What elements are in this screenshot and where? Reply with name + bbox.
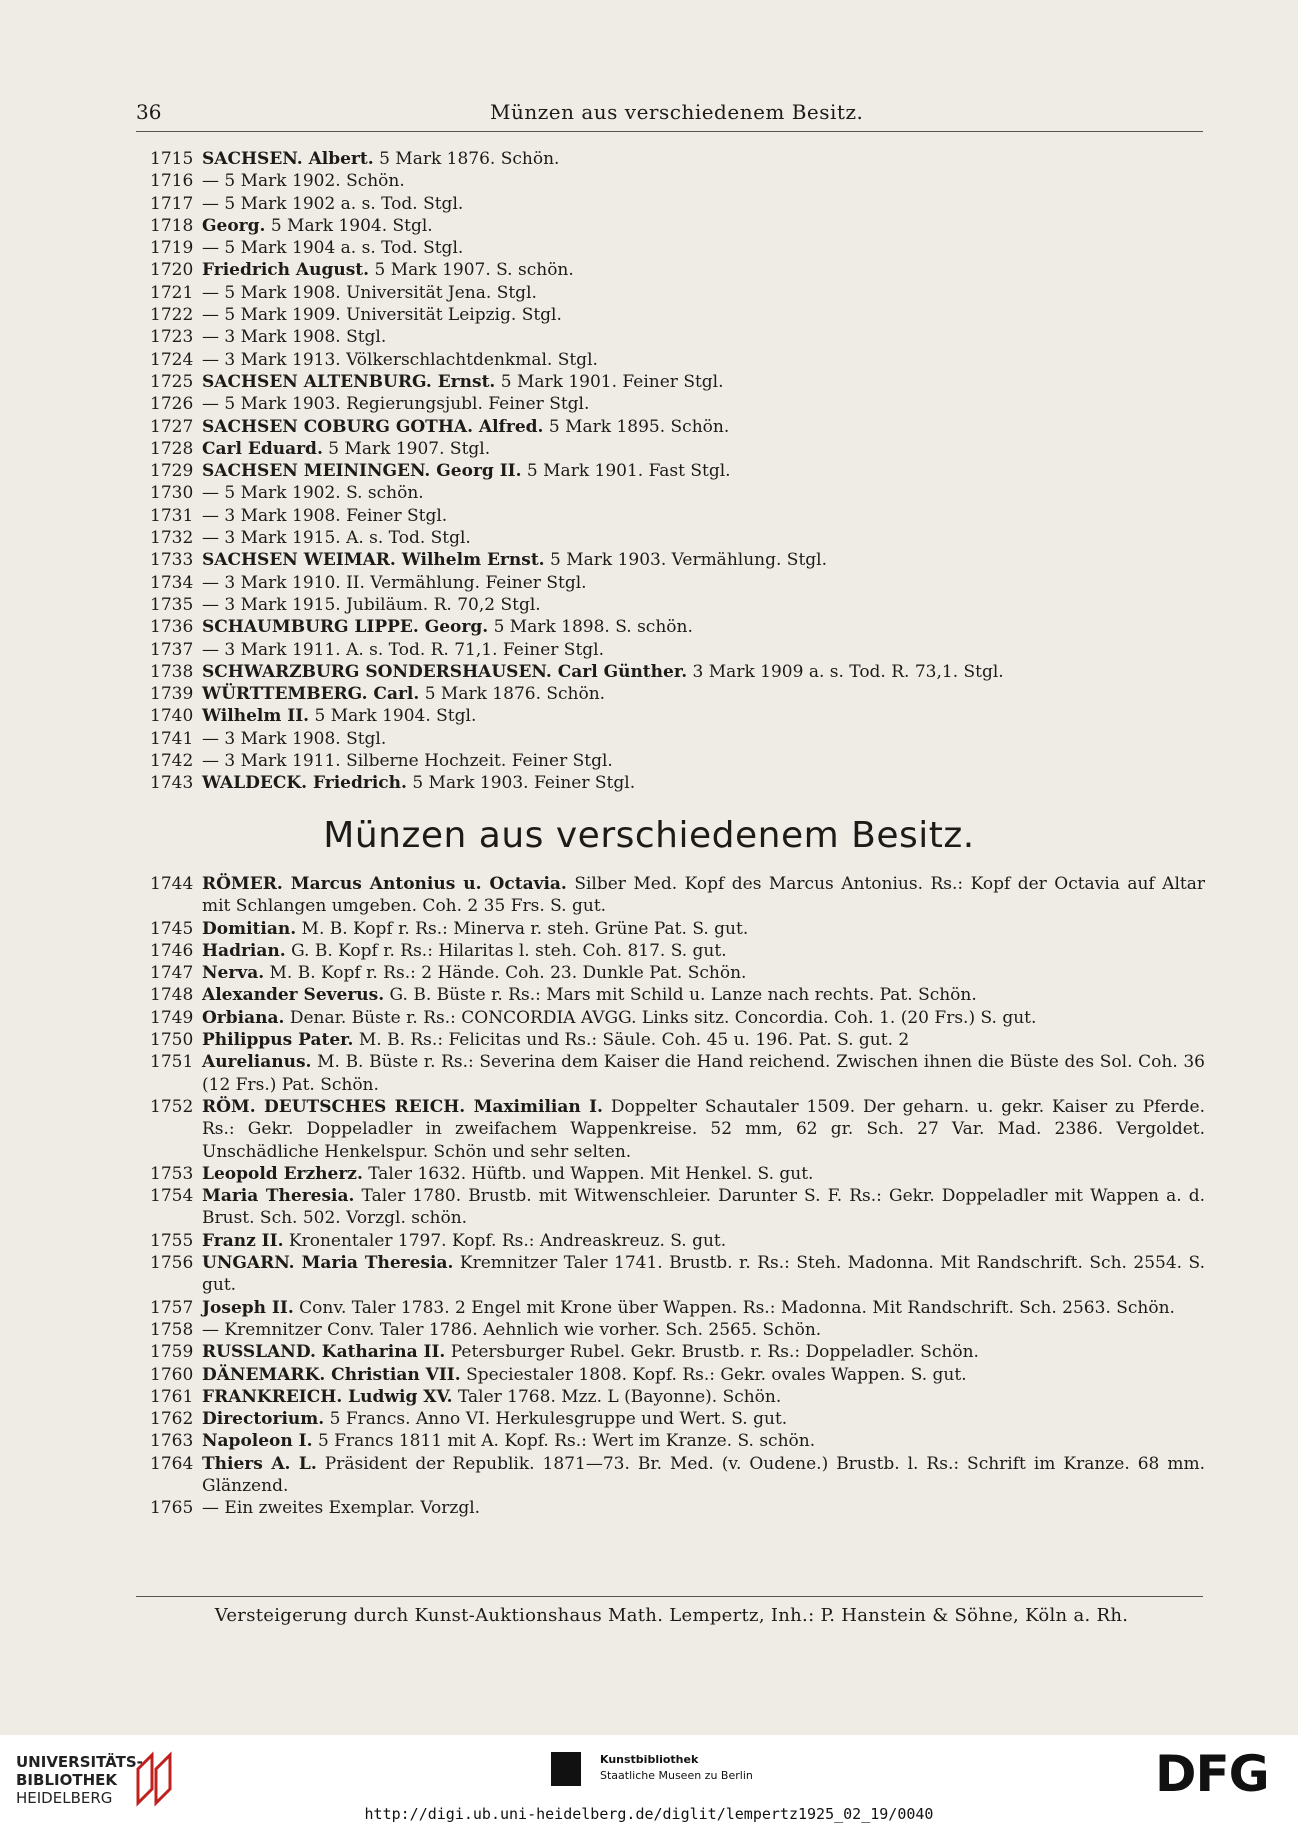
- lot-description: [202, 1408, 1205, 1430]
- lot-detail: Taler 1632. Hüftb. und Wappen. Mit Henkel. S. gut.: [362, 1163, 814, 1184]
- lot-description: [202, 1386, 1205, 1408]
- lot-description: [202, 962, 1205, 984]
- lot-list-bottom: [150, 873, 1205, 1520]
- lot-number: 1745: [150, 918, 194, 939]
- lot-detail: — 5 Mark 1902 a. s. Tod. Stgl.: [202, 193, 464, 214]
- lot-heading: SACHSEN WEIMAR. Wilhelm Ernst.: [202, 550, 545, 571]
- lot-detail: — 3 Mark 1915. Jubiläum. R. 70,2 Stgl.: [202, 594, 541, 615]
- lot-number: 1718: [150, 215, 194, 236]
- lot-detail: — 5 Mark 1902. S. schön.: [202, 483, 424, 504]
- lot-entry: [150, 393, 1205, 415]
- lot-number: 1719: [150, 238, 194, 259]
- lot-number: 1722: [150, 305, 194, 326]
- lot-description: [202, 1029, 1205, 1051]
- lot-description: [202, 1497, 1205, 1519]
- lot-heading: Friedrich August.: [202, 260, 370, 281]
- lot-description: [202, 393, 1205, 415]
- lot-description: [202, 750, 1205, 772]
- lot-number: 1765: [150, 1498, 194, 1519]
- lot-heading: Philippus Pater.: [202, 1030, 354, 1051]
- lot-detail: — 3 Mark 1911. A. s. Tod. R. 71,1. Feiner Stgl.: [202, 639, 604, 660]
- lot-number: 1734: [150, 572, 194, 593]
- lot-number: 1726: [150, 394, 194, 415]
- lot-detail: — 5 Mark 1909. Universität Leipzig. Stgl.: [202, 305, 562, 326]
- lot-entry: [150, 282, 1205, 304]
- lot-detail: G. B. Büste r. Rs.: Mars mit Schild u. Lanze nach rechts. Pat. Schön.: [384, 985, 977, 1006]
- lot-description: [202, 304, 1205, 326]
- lot-number: 1716: [150, 171, 194, 192]
- lot-entry: [150, 1453, 1205, 1498]
- lot-detail: 5 Francs 1811 mit A. Kopf. Rs.: Wert im Kranze. S. schön.: [312, 1431, 816, 1452]
- lot-heading: SACHSEN COBURG GOTHA. Alfred.: [202, 416, 544, 437]
- lot-entry: [150, 460, 1205, 482]
- lot-detail: — 5 Mark 1903. Regierungsjubl. Feiner Stgl.: [202, 394, 590, 415]
- lot-detail: G. B. Kopf r. Rs.: Hilaritas l. steh. Coh. 817. S. gut.: [285, 940, 727, 961]
- lot-entry: [150, 549, 1205, 571]
- lot-description: [202, 1007, 1205, 1029]
- kunstbibliothek-text: [600, 1752, 753, 1784]
- lot-heading: RÖM. DEUTSCHES REICH. Maximilian I.: [202, 1096, 603, 1117]
- lot-description: [202, 527, 1205, 549]
- lot-number: 1749: [150, 1007, 194, 1028]
- lot-heading: Wilhelm II.: [202, 706, 310, 727]
- lot-description: [202, 1430, 1205, 1452]
- lot-description: [202, 1297, 1205, 1319]
- lot-number: 1720: [150, 260, 194, 281]
- lot-entry: [150, 572, 1205, 594]
- heidelberg-logo-icon: [130, 1745, 180, 1809]
- lot-number: 1738: [150, 661, 194, 682]
- kb-line-1: Kunstbibliothek: [600, 1753, 699, 1766]
- lot-description: [202, 460, 1205, 482]
- lot-heading: WÜRTTEMBERG. Carl.: [202, 684, 420, 705]
- lot-description: [202, 1252, 1205, 1297]
- lot-description: [202, 1230, 1205, 1252]
- lot-heading: SCHAUMBURG LIPPE. Georg.: [202, 617, 489, 638]
- lot-entry: [150, 1430, 1205, 1452]
- lot-detail: 5 Mark 1907. Stgl.: [322, 438, 491, 459]
- lot-detail: 5 Mark 1901. Feiner Stgl.: [495, 371, 724, 392]
- lot-detail: — 3 Mark 1911. Silberne Hochzeit. Feiner Stgl.: [202, 751, 613, 772]
- lot-heading: Franz II.: [202, 1230, 284, 1251]
- lot-entry: [150, 1230, 1205, 1252]
- lot-entry: [150, 349, 1205, 371]
- lot-heading: Thiers A. L.: [202, 1453, 317, 1474]
- lot-entry: [150, 728, 1205, 750]
- lot-detail: 5 Mark 1904. Stgl.: [309, 706, 477, 727]
- lot-detail: — 3 Mark 1913. Völkerschlachtdenkmal. Stgl.: [202, 349, 598, 370]
- lot-detail: — Ein zweites Exemplar. Vorzgl.: [202, 1498, 481, 1519]
- auction-house-footer: Versteigerung durch Kunst-Auktionshaus Math. Lempertz, Inh.: P. Hanstein & Söhne, Köln a. Rh.: [214, 1605, 1129, 1626]
- lot-entry: [150, 1163, 1205, 1185]
- lot-number: 1744: [150, 874, 194, 894]
- lot-heading: SACHSEN MEININGEN. Georg II.: [202, 461, 522, 482]
- lot-entry: [150, 170, 1205, 192]
- kunstbibliothek-logo-icon: [551, 1752, 581, 1786]
- lot-entry: [150, 594, 1205, 616]
- lot-number: 1758: [150, 1319, 194, 1340]
- lot-description: [202, 1453, 1205, 1498]
- lot-number: 1751: [150, 1052, 194, 1073]
- source-url[interactable]: http://digi.ub.uni-heidelberg.de/diglit/lempertz1925_02_19/0040: [364, 1805, 934, 1823]
- lot-heading: Aurelianus.: [202, 1052, 312, 1073]
- lot-entry: [150, 873, 1205, 918]
- lot-detail: — Kremnitzer Conv. Taler 1786. Aehnlich wie vorher. Sch. 2565. Schön.: [202, 1319, 822, 1340]
- lot-detail: 3 Mark 1909 a. s. Tod. R. 73,1. Stgl.: [687, 661, 1004, 682]
- header-rule: [136, 131, 1203, 132]
- lot-number: 1760: [150, 1364, 194, 1385]
- lot-detail: Taler 1768. Mzz. L (Bayonne). Schön.: [452, 1386, 782, 1407]
- lot-detail: Silber Med. Kopf des Marcus Antonius. Rs.: Kopf der Octavia auf Altar mit Schlangen umgeben. Coh. 2 35 Frs. S. gut.: [202, 874, 1205, 917]
- lot-entry: [150, 661, 1205, 683]
- lot-entry: [150, 416, 1205, 438]
- lot-detail: Conv. Taler 1783. 2 Engel mit Krone über Wappen. Rs.: Madonna. Mit Randschrift. Sch. 2563. Schön.: [293, 1297, 1175, 1318]
- lot-number: 1741: [150, 728, 194, 749]
- lot-detail: 5 Mark 1903. Feiner Stgl.: [406, 773, 636, 794]
- lot-entry: [150, 215, 1205, 237]
- lot-description: [202, 940, 1205, 962]
- lot-entry: [150, 1297, 1205, 1319]
- lot-detail: — 3 Mark 1908. Stgl.: [202, 728, 387, 749]
- lot-description: [202, 1163, 1205, 1185]
- lot-detail: M. B. Kopf r. Rs.: 2 Hände. Coh. 23. Dunkle Pat. Schön.: [264, 963, 747, 984]
- lot-heading: WALDECK. Friedrich.: [202, 773, 407, 794]
- lot-heading: FRANKREICH. Ludwig XV.: [202, 1386, 453, 1407]
- lot-description: [202, 170, 1205, 192]
- lot-number: 1731: [150, 505, 194, 526]
- lot-heading: SACHSEN. Albert.: [202, 149, 374, 169]
- lot-number: 1755: [150, 1230, 194, 1251]
- lot-number: 1724: [150, 349, 194, 370]
- lot-heading: RÖMER. Marcus Antonius u. Octavia.: [202, 874, 567, 894]
- lot-heading: UNGARN. Maria Theresia.: [202, 1253, 454, 1274]
- lot-description: [202, 873, 1205, 918]
- lot-heading: Directorium.: [202, 1409, 325, 1430]
- lot-description: [202, 371, 1205, 393]
- lot-entry: [150, 482, 1205, 504]
- lot-detail: Speciestaler 1808. Kopf. Rs.: Gekr. ovales Wappen. S. gut.: [460, 1364, 967, 1385]
- lot-detail: — 5 Mark 1902. Schön.: [202, 171, 405, 192]
- lot-description: [202, 984, 1205, 1006]
- lot-entry: [150, 750, 1205, 772]
- lot-number: 1728: [150, 438, 194, 459]
- lot-detail: 5 Mark 1876. Schön.: [373, 149, 560, 169]
- kb-line-2: Staatliche Museen zu Berlin: [600, 1769, 753, 1782]
- lot-heading: Hadrian.: [202, 940, 286, 961]
- lot-entry: [150, 527, 1205, 549]
- lot-description: [202, 505, 1205, 527]
- lot-detail: — 5 Mark 1904 a. s. Tod. Stgl.: [202, 238, 464, 259]
- lot-number: 1754: [150, 1186, 194, 1207]
- lot-entry: [150, 616, 1205, 638]
- lot-number: 1729: [150, 461, 194, 482]
- lot-number: 1748: [150, 985, 194, 1006]
- lot-number: 1717: [150, 193, 194, 214]
- lot-description: [202, 616, 1205, 638]
- lot-entry: [150, 237, 1205, 259]
- lot-description: [202, 1364, 1205, 1386]
- lot-entry: [150, 1096, 1205, 1163]
- lot-entry: [150, 705, 1205, 727]
- lot-number: 1737: [150, 639, 194, 660]
- lot-entry: [150, 371, 1205, 393]
- ub-line-2: BIBLIOTHEK: [16, 1771, 117, 1789]
- lot-entry: [150, 1007, 1205, 1029]
- lot-entry: [150, 193, 1205, 215]
- lot-number: 1723: [150, 327, 194, 348]
- lot-number: 1739: [150, 684, 194, 705]
- lot-description: [202, 1051, 1205, 1096]
- lot-description: [202, 416, 1205, 438]
- lot-number: 1740: [150, 706, 194, 727]
- lot-detail: Doppelter Schautaler 1509. Der geharn. u. gekr. Kaiser zu Pferde. Rs.: Gekr. Doppeladler in zweifachem Wappenkreise. 52 mm, 62 gr. Sch. 27 Var. Mad. 2386. Vergoldet. Unschädliche Henkelspur. Schön und sehr selten.: [202, 1096, 1205, 1162]
- lot-description: [202, 349, 1205, 371]
- lot-heading: RUSSLAND. Katharina II.: [202, 1342, 446, 1363]
- lot-entry: [150, 304, 1205, 326]
- lot-description: [202, 282, 1205, 304]
- lot-heading: Leopold Erzherz.: [202, 1163, 363, 1184]
- lot-number: 1764: [150, 1453, 194, 1474]
- lot-entry: [150, 962, 1205, 984]
- lot-description: [202, 1185, 1205, 1230]
- lot-detail: — 3 Mark 1908. Feiner Stgl.: [202, 505, 448, 526]
- lot-description: [202, 482, 1205, 504]
- lot-number: 1742: [150, 751, 194, 772]
- lot-entry: [150, 984, 1205, 1006]
- lot-description: [202, 1096, 1205, 1163]
- lot-entry: [150, 918, 1205, 940]
- lot-detail: Denar. Büste r. Rs.: CONCORDIA AVGG. Links sitz. Concordia. Coh. 1. (20 Frs.) S. gut.: [284, 1007, 1037, 1028]
- lot-detail: M. B. Kopf r. Rs.: Minerva r. steh. Grüne Pat. S. gut.: [296, 918, 749, 939]
- lot-heading: SACHSEN ALTENBURG. Ernst.: [202, 371, 496, 392]
- ub-line-3: HEIDELBERG: [16, 1789, 113, 1807]
- lot-number: 1752: [150, 1096, 194, 1117]
- lot-entry: [150, 1386, 1205, 1408]
- lot-detail: 5 Francs. Anno VI. Herkulesgruppe und Wert. S. gut.: [324, 1409, 788, 1430]
- lot-entry: [150, 1408, 1205, 1430]
- lot-detail: Präsident der Republik. 1871—73. Br. Med. (v. Oudene.) Brustb. l. Rs.: Schrift im Kranze. 68 mm. Glänzend.: [202, 1453, 1205, 1497]
- lot-detail: 5 Mark 1876. Schön.: [419, 684, 606, 705]
- lot-description: [202, 1341, 1205, 1363]
- lot-entry: [150, 1185, 1205, 1230]
- lot-detail: 5 Mark 1903. Vermählung. Stgl.: [544, 550, 827, 571]
- lot-entry: [150, 639, 1205, 661]
- lot-description: [202, 772, 1205, 794]
- lot-detail: — 3 Mark 1910. II. Vermählung. Feiner Stgl.: [202, 572, 587, 593]
- lot-detail: — 5 Mark 1908. Universität Jena. Stgl.: [202, 282, 537, 303]
- lot-description: [202, 572, 1205, 594]
- lot-detail: Kronentaler 1797. Kopf. Rs.: Andreaskreuz. S. gut.: [283, 1230, 727, 1251]
- lot-description: [202, 661, 1205, 683]
- lot-detail: — 3 Mark 1915. A. s. Tod. Stgl.: [202, 528, 471, 549]
- lot-number: 1727: [150, 416, 194, 437]
- lot-heading: Joseph II.: [202, 1297, 294, 1318]
- dfg-logo: DFG: [1155, 1745, 1269, 1803]
- lot-number: 1730: [150, 483, 194, 504]
- lot-description: [202, 326, 1205, 348]
- lot-heading: DÄNEMARK. Christian VII.: [202, 1364, 461, 1385]
- lot-number: 1762: [150, 1409, 194, 1430]
- lot-entry: [150, 683, 1205, 705]
- ub-line-1: UNIVERSITÄTS-: [16, 1753, 143, 1771]
- lot-detail: — 3 Mark 1908. Stgl.: [202, 327, 387, 348]
- lot-number: 1715: [150, 149, 194, 169]
- lot-detail: M. B. Rs.: Felicitas und Rs.: Säule. Coh. 45 u. 196. Pat. S. gut. 2: [353, 1030, 910, 1051]
- lot-description: [202, 1319, 1205, 1341]
- lot-detail: 5 Mark 1898. S. schön.: [488, 617, 693, 638]
- lot-detail: Petersburger Rubel. Gekr. Brustb. r. Rs.: Doppeladler. Schön.: [445, 1342, 979, 1363]
- lot-entry: [150, 1319, 1205, 1341]
- lot-number: 1757: [150, 1297, 194, 1318]
- lot-heading: Domitian.: [202, 918, 297, 939]
- lot-description: [202, 594, 1205, 616]
- lot-number: 1721: [150, 282, 194, 303]
- lot-heading: Napoleon I.: [202, 1431, 313, 1452]
- lot-entry: [150, 148, 1205, 170]
- heidelberg-library-logo-text: [16, 1753, 143, 1807]
- footer-rule: [136, 1596, 1203, 1597]
- lot-description: [202, 639, 1205, 661]
- lot-number: 1761: [150, 1386, 194, 1407]
- lot-description: [202, 728, 1205, 750]
- lot-entry: [150, 1029, 1205, 1051]
- lot-number: 1732: [150, 528, 194, 549]
- lot-description: [202, 918, 1205, 940]
- lot-heading: Carl Eduard.: [202, 438, 323, 459]
- lot-entry: [150, 1252, 1205, 1297]
- lot-heading: Maria Theresia.: [202, 1186, 355, 1207]
- lot-entry: [150, 940, 1205, 962]
- page-number: 36: [136, 100, 162, 124]
- lot-number: 1746: [150, 940, 194, 961]
- lot-number: 1763: [150, 1431, 194, 1452]
- lot-number: 1747: [150, 963, 194, 984]
- lot-description: [202, 683, 1205, 705]
- lot-description: [202, 438, 1205, 460]
- lot-number: 1736: [150, 617, 194, 638]
- lot-detail: 5 Mark 1901. Fast Stgl.: [521, 461, 731, 482]
- lot-number: 1735: [150, 594, 194, 615]
- lot-description: [202, 148, 1205, 170]
- lot-heading: Orbiana.: [202, 1007, 285, 1028]
- lot-detail: 5 Mark 1907. S. schön.: [369, 260, 574, 281]
- lot-entry: [150, 1497, 1205, 1519]
- lot-entry: [150, 326, 1205, 348]
- lot-detail: Kremnitzer Taler 1741. Brustb. r. Rs.: Steh. Madonna. Mit Randschrift. Sch. 2554. S. gut.: [202, 1253, 1206, 1296]
- section-title: Münzen aus verschiedenem Besitz.: [323, 815, 975, 856]
- lot-heading: Georg.: [202, 215, 266, 236]
- running-title: Münzen aus verschiedenem Besitz.: [490, 100, 864, 124]
- lot-description: [202, 215, 1205, 237]
- lot-entry: [150, 772, 1205, 794]
- lot-detail: 5 Mark 1895. Schön.: [543, 416, 730, 437]
- lot-heading: Nerva.: [202, 963, 265, 984]
- lot-number: 1733: [150, 550, 194, 571]
- lot-number: 1750: [150, 1030, 194, 1051]
- lot-entry: [150, 1341, 1205, 1363]
- lot-heading: Alexander Severus.: [202, 985, 385, 1006]
- lot-number: 1753: [150, 1163, 194, 1184]
- lot-list-top: [150, 148, 1205, 795]
- lot-detail: M. B. Büste r. Rs.: Severina dem Kaiser die Hand reichend. Zwischen ihnen die Büste des Sol. Coh. 36 (12 Frs.) Pat. Schön.: [202, 1052, 1205, 1095]
- lot-entry: [150, 438, 1205, 460]
- lot-entry: [150, 259, 1205, 281]
- lot-description: [202, 193, 1205, 215]
- lot-description: [202, 549, 1205, 571]
- lot-detail: 5 Mark 1904. Stgl.: [265, 215, 433, 236]
- lot-heading: SCHWARZBURG SONDERSHAUSEN. Carl Günther.: [202, 661, 688, 682]
- lot-number: 1725: [150, 371, 194, 392]
- lot-entry: [150, 1051, 1205, 1096]
- lot-description: [202, 259, 1205, 281]
- lot-description: [202, 705, 1205, 727]
- lot-description: [202, 237, 1205, 259]
- lot-entry: [150, 505, 1205, 527]
- lot-number: 1759: [150, 1342, 194, 1363]
- lot-number: 1743: [150, 773, 194, 794]
- lot-entry: [150, 1364, 1205, 1386]
- lot-number: 1756: [150, 1253, 194, 1274]
- lot-detail: Taler 1780. Brustb. mit Witwenschleier. Darunter S. F. Rs.: Gekr. Doppeladler mit Wappen a. d. Brust. Sch. 502. Vorzgl. schön.: [202, 1186, 1206, 1229]
